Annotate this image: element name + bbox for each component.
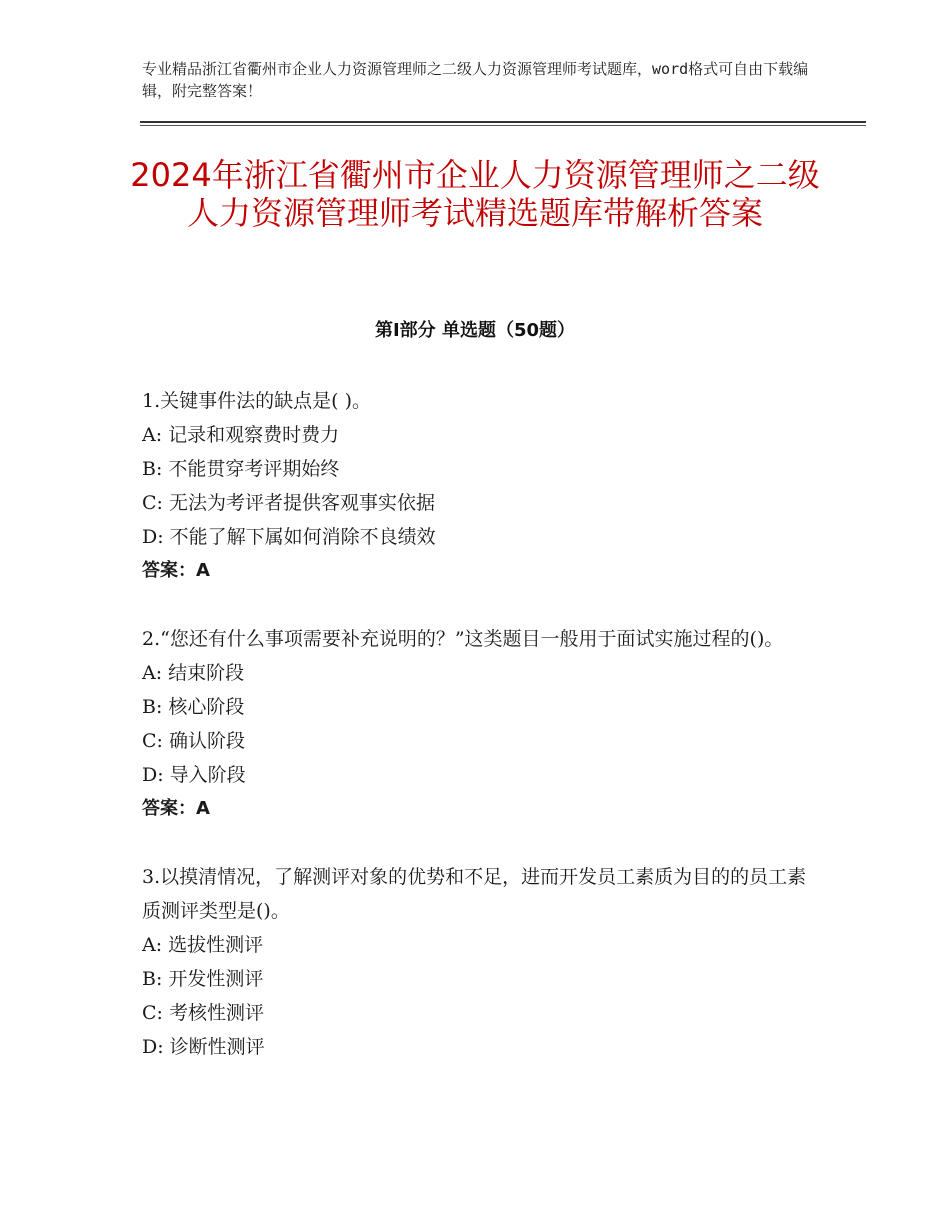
document-title: 2024年浙江省衢州市企业人力资源管理师之二级人力资源管理师考试精选题库带解析答案 bbox=[130, 156, 820, 232]
answer: 答案：A bbox=[142, 560, 210, 581]
section-heading: 第Ⅰ部分 单选题（50题） bbox=[374, 320, 575, 341]
option-d: D: 导入阶段 bbox=[142, 764, 246, 786]
question-stem: 2.“您还有什么事项需要补充说明的？”这类题目一般用于面试实施过程的()。 bbox=[142, 628, 784, 650]
option-c: C: 考核性测评 bbox=[142, 1002, 264, 1024]
question-list bbox=[142, 384, 822, 1098]
question-2 bbox=[142, 622, 822, 826]
option-c: C: 确认阶段 bbox=[142, 730, 245, 752]
question-3 bbox=[142, 860, 822, 1064]
option-c: C: 无法为考评者提供客观事实依据 bbox=[142, 492, 435, 514]
question-1 bbox=[142, 384, 822, 588]
option-a: A: 结束阶段 bbox=[142, 662, 245, 684]
option-b: B: 核心阶段 bbox=[142, 696, 245, 718]
option-b: B: 不能贯穿考评期始终 bbox=[142, 458, 340, 480]
header-divider-thick bbox=[140, 121, 866, 123]
option-d: D: 诊断性测评 bbox=[142, 1036, 265, 1058]
option-a: A: 选拔性测评 bbox=[142, 934, 264, 956]
option-d: D: 不能了解下属如何消除不良绩效 bbox=[142, 526, 436, 548]
option-b: B: 开发性测评 bbox=[142, 968, 264, 990]
header-divider-thin bbox=[140, 125, 866, 126]
answer: 答案：A bbox=[142, 798, 210, 819]
option-a: A: 记录和观察费时费力 bbox=[142, 424, 340, 446]
question-stem: 1.关键事件法的缺点是( )。 bbox=[142, 390, 371, 412]
header-note: 专业精品浙江省衢州市企业人力资源管理师之二级人力资源管理师考试题库，word格式可自由下载编辑，附完整答案！ bbox=[142, 60, 809, 100]
question-stem: 3.以摸清情况，了解测评对象的优势和不足，进而开发员工素质为目的的员工素质测评类型是()。 bbox=[142, 866, 807, 922]
